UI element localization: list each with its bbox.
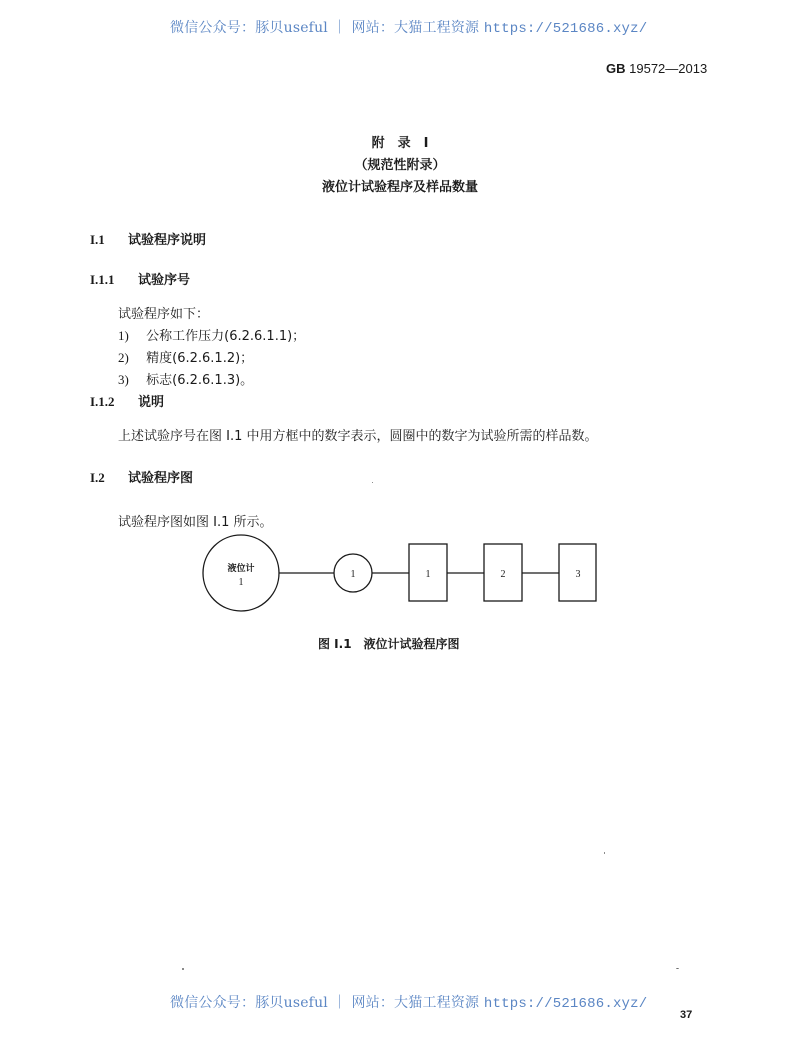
list-text: 公称工作压力(6.2.6.1.1)； [146, 329, 306, 344]
list-text: 标志(6.2.6.1.3)。 [146, 373, 254, 388]
list-index: 1) [118, 328, 129, 343]
watermark-text: 微信公众号：豚贝useful ｜ 网站：大猫工程资源 [170, 995, 480, 1011]
section-title: 试验序号 [138, 273, 191, 288]
section-number: I.1.2 [90, 394, 115, 409]
procedure-intro: 试验程序如下： [118, 307, 210, 322]
section-title: 试验程序图 [128, 471, 194, 486]
scan-speck [676, 968, 679, 969]
explanation-text: 上述试验序号在图 I.1 中用方框中的数字表示，圆圈中的数字为试验所需的样品数。 [118, 429, 598, 444]
source-label: 液位计 [227, 564, 255, 574]
diagram-reference-text: 试验程序图如图 I.1 所示。 [118, 515, 273, 530]
sample-count: 1 [350, 569, 356, 580]
standard-number: 19572—2013 [629, 61, 708, 76]
test-number: 3 [575, 569, 581, 580]
watermark-text: 微信公众号：豚贝useful ｜ 网站：大猫工程资源 [170, 20, 480, 36]
watermark-url[interactable]: https://521686.xyz/ [483, 996, 648, 1012]
watermark-url[interactable]: https://521686.xyz/ [483, 21, 648, 37]
appendix-name: 液位计试验程序及样品数量 [321, 180, 478, 195]
list-index: 3) [118, 372, 129, 387]
test-number: 2 [500, 569, 506, 580]
source-count: 1 [238, 577, 244, 588]
appendix-subtitle: （规范性附录） [354, 158, 446, 173]
scan-speck [372, 482, 373, 483]
list-text: 精度(6.2.6.1.2)； [146, 351, 254, 366]
watermark-bottom [170, 992, 647, 1012]
figure-caption: 图 I.1 液位计试验程序图 [318, 637, 460, 651]
scan-speck [182, 968, 184, 970]
section-title: 说明 [138, 395, 165, 410]
section-number: I.1.1 [90, 272, 115, 287]
appendix-title: 附 录 I [371, 136, 429, 151]
scan-speck [604, 852, 605, 854]
section-title: 试验程序说明 [128, 233, 207, 248]
section-number: I.1 [90, 232, 105, 247]
test-number: 1 [425, 569, 431, 580]
section-number: I.2 [90, 470, 105, 485]
standard-prefix: GB [606, 61, 626, 76]
page-number: 37 [680, 1009, 693, 1021]
list-index: 2) [118, 350, 129, 365]
